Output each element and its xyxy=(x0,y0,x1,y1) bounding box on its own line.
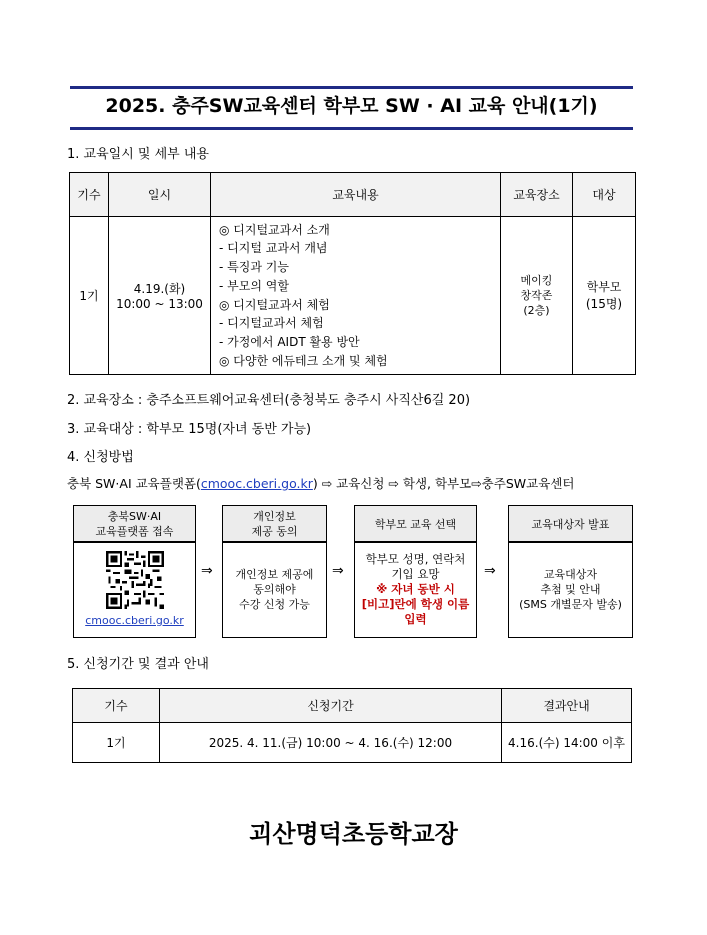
content-line: - 디지털 교과서 개념 xyxy=(219,241,328,256)
content-line: ◎ 디지털교과서 소개 xyxy=(219,222,330,237)
cell-period: 2025. 4. 11.(금) 10:00 ~ 4. 16.(수) 12:00 xyxy=(160,723,502,763)
title-bottom-rule xyxy=(70,127,633,130)
target-line: (15명) xyxy=(585,296,623,311)
cell-cohort: 1기 xyxy=(70,217,109,375)
content-line: - 부모의 역할 xyxy=(219,278,289,293)
section-2-place: 2. 교육장소 : 충주소프트웨어교육센터(충청북도 충주시 사직산6길 20) xyxy=(67,393,471,408)
apply-path-suffix: ) ⇨ 교육신청 ⇨ 학생, 학부모⇨충주SW교육센터 xyxy=(312,476,575,491)
page-title: 2025. 충주SW교육센터 학부모 SW · AI 교육 안내(1기) xyxy=(105,95,598,117)
header-datetime: 일시 xyxy=(109,173,211,217)
section-5-heading: 5. 신청기간 및 결과 안내 xyxy=(67,657,209,672)
header-result: 결과안내 xyxy=(502,689,632,723)
step-4-body xyxy=(508,541,633,638)
content-line: - 특징과 기능 xyxy=(219,260,289,275)
step-3-warning-line: [비고]란에 학생 이름 xyxy=(361,597,470,611)
schedule-table xyxy=(69,172,636,375)
cell-place xyxy=(501,217,573,375)
content-line: - 가정에서 AIDT 활용 방안 xyxy=(219,334,360,349)
arrow-1: ⇒ xyxy=(201,563,213,579)
cell-contents xyxy=(211,217,501,375)
step-2-head xyxy=(222,505,327,543)
step-3-warning-line: 입력 xyxy=(404,612,427,626)
header-cohort: 기수 xyxy=(70,173,109,217)
step-1-body xyxy=(73,541,196,638)
step-4-body-line: (SMS 개별문자 발송) xyxy=(519,598,622,611)
section-4-heading: 4. 신청방법 xyxy=(67,450,134,465)
step-1-head xyxy=(73,505,196,543)
header-target: 대상 xyxy=(573,173,636,217)
arrow-3: ⇒ xyxy=(484,563,496,579)
step-2-body xyxy=(222,541,327,638)
place-line: (2층) xyxy=(523,304,550,317)
cell-date: 4.19.(화) xyxy=(133,282,186,296)
header-period: 신청기간 xyxy=(160,689,502,723)
apply-path xyxy=(67,474,574,492)
step-4-body-line: 교육대상자 xyxy=(543,568,598,581)
content-line: - 디지털교과서 체험 xyxy=(219,316,324,331)
content-line: ◎ 다양한 에듀테크 소개 및 체험 xyxy=(219,353,388,368)
step-3-warning-line: ※ 자녀 동반 시 xyxy=(376,582,455,596)
target-line: 학부모 xyxy=(586,279,622,294)
step-3-head-line: 학부모 교육 선택 xyxy=(374,517,457,531)
header-contents: 교육내용 xyxy=(211,173,501,217)
cell-datetime xyxy=(109,217,211,375)
step-1-link[interactable]: cmooc.cberi.go.kr xyxy=(85,614,184,627)
step-4-body-line: 추첨 및 안내 xyxy=(540,583,601,596)
step-4-head-line: 교육대상자 발표 xyxy=(531,517,610,531)
step-1-head-line: 충북SW·AI xyxy=(107,510,162,523)
period-table xyxy=(72,688,632,763)
cell-time: 10:00 ~ 13:00 xyxy=(116,297,203,311)
issuer-signature: 괴산명덕초등학교장 xyxy=(249,819,458,848)
title-top-rule xyxy=(70,86,633,89)
content-line: ◎ 디지털교과서 체험 xyxy=(219,297,330,312)
step-2-head-line: 개인정보 xyxy=(253,510,296,523)
place-line: 창작존 xyxy=(520,289,553,302)
step-2-head-line: 제공 동의 xyxy=(251,525,298,538)
step-3-head xyxy=(354,505,477,543)
step-3-body-line: 기입 요망 xyxy=(391,567,440,581)
header-place: 교육장소 xyxy=(501,173,573,217)
step-4-head xyxy=(508,505,633,543)
arrow-2: ⇒ xyxy=(332,563,344,579)
cell-cohort: 1기 xyxy=(73,723,160,763)
step-2-body-line: 개인정보 제공에 xyxy=(235,568,314,581)
step-1-head-line: 교육플랫폼 접속 xyxy=(95,525,174,538)
step-3-body-line: 학부모 성명, 연락처 xyxy=(365,552,466,566)
step-2-body-line: 수강 신청 가능 xyxy=(239,598,310,611)
platform-link[interactable]: cmooc.cberi.go.kr xyxy=(200,476,313,491)
section-1-heading: 1. 교육일시 및 세부 내용 xyxy=(67,147,209,162)
cell-result: 4.16.(수) 14:00 이후 xyxy=(502,723,632,763)
header-cohort: 기수 xyxy=(73,689,160,723)
step-3-body xyxy=(354,541,477,638)
qr-code-icon[interactable] xyxy=(106,551,164,609)
cell-target xyxy=(573,217,636,375)
apply-path-prefix: 충북 SW·AI 교육플랫폼( xyxy=(67,476,201,491)
step-2-body-line: 동의해야 xyxy=(253,583,296,596)
section-3-target: 3. 교육대상 : 학부모 15명(자녀 동반 가능) xyxy=(67,422,312,437)
place-line: 메이킹 xyxy=(520,274,553,287)
